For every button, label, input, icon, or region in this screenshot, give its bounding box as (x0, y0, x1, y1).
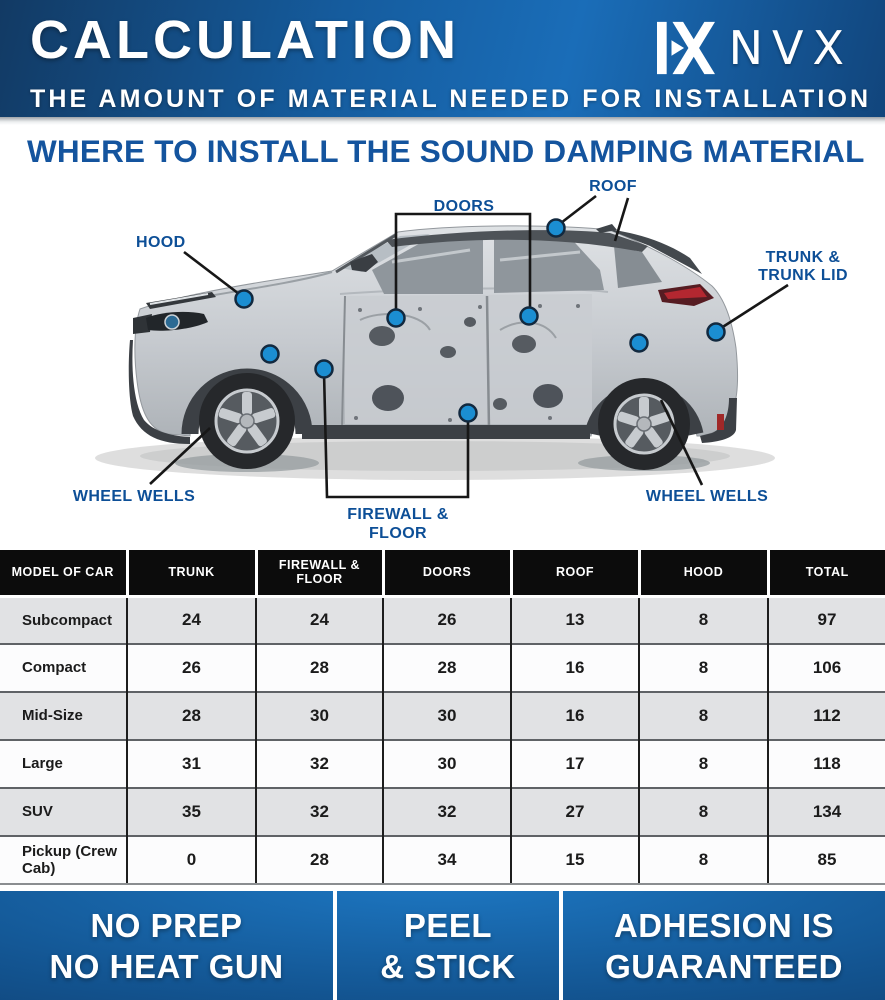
badge-peel-stick (333, 891, 559, 1000)
col-header-doors: DOORS (383, 550, 511, 596)
col-header-model: MODEL OF CAR (0, 550, 127, 596)
nvx-logo-text: NVX (728, 21, 853, 75)
install-dot-rear-door (521, 308, 538, 325)
cell-doors: 34 (383, 836, 511, 884)
badge-line: NO PREP (90, 907, 243, 944)
install-dot-front-door (388, 310, 405, 327)
rear-wheel (598, 378, 690, 470)
label-wheel-wells-right: WHEEL WELLS (645, 488, 769, 505)
badge-line: GUARANTEED (605, 948, 843, 985)
cell-trunk: 0 (127, 836, 256, 884)
cell-doors: 32 (383, 788, 511, 836)
cell-firewall-floor: 32 (256, 740, 383, 788)
badge-no-prep (0, 891, 333, 1000)
install-section (0, 125, 885, 545)
badge-line: & STICK (380, 948, 516, 985)
material-table (0, 550, 885, 885)
label-firewall-line2: FLOOR (369, 525, 427, 542)
install-dot-rear-wheel-well (631, 335, 648, 352)
header-banner (0, 0, 885, 117)
nvx-logo-icon (655, 19, 717, 77)
cell-model: Compact (0, 644, 127, 692)
cell-roof: 17 (511, 740, 639, 788)
cell-doors: 28 (383, 644, 511, 692)
cell-model: Pickup (Crew Cab) (0, 836, 127, 884)
col-header-firewall-floor: FIREWALL & FLOOR (256, 550, 383, 596)
cell-roof: 27 (511, 788, 639, 836)
badge-line: PEEL (403, 907, 493, 944)
table-row-midsize (0, 692, 885, 740)
install-dot-floor (460, 405, 477, 422)
cell-trunk: 35 (127, 788, 256, 836)
cell-total: 106 (768, 644, 885, 692)
cell-hood: 8 (639, 596, 768, 644)
cell-hood: 8 (639, 644, 768, 692)
cell-hood: 8 (639, 788, 768, 836)
cell-total: 134 (768, 788, 885, 836)
cell-total: 97 (768, 596, 885, 644)
cell-roof: 16 (511, 692, 639, 740)
table-row-suv (0, 788, 885, 836)
cell-roof: 15 (511, 836, 639, 884)
table-header-row (0, 550, 885, 596)
cell-trunk: 24 (127, 596, 256, 644)
cell-firewall-floor: 30 (256, 692, 383, 740)
cell-trunk: 28 (127, 692, 256, 740)
cell-firewall-floor: 28 (256, 644, 383, 692)
header-subtitle: THE AMOUNT OF MATERIAL NEEDED FOR INSTALLATION (30, 85, 872, 113)
cell-doors: 30 (383, 692, 511, 740)
footer-banner (0, 891, 885, 1000)
cell-total: 118 (768, 740, 885, 788)
page-title: CALCULATION (30, 10, 460, 70)
cell-model: SUV (0, 788, 127, 836)
cell-model: Subcompact (22, 611, 113, 629)
install-dot-firewall (316, 361, 333, 378)
cell-doors: 30 (383, 740, 511, 788)
table-row-subcompact (0, 596, 885, 644)
table-row-compact (0, 644, 885, 692)
material-table-section (0, 550, 885, 885)
nvx-logo (655, 19, 853, 77)
col-header-trunk: TRUNK (127, 550, 256, 596)
cell-model: Mid-Size (0, 692, 127, 740)
col-header-total: TOTAL (768, 550, 885, 596)
label-firewall-line1: FIREWALL & (347, 506, 449, 523)
col-header-hood: HOOD (639, 550, 768, 596)
car-diagram (0, 168, 885, 545)
install-dot-trunk (708, 324, 725, 341)
cell-total: 112 (768, 692, 885, 740)
front-wheel (199, 373, 295, 469)
cell-firewall-floor: 24 (256, 596, 383, 644)
cell-firewall-floor: 32 (256, 788, 383, 836)
install-dot-hood (236, 291, 253, 308)
cell-firewall-floor: 28 (256, 836, 383, 884)
label-wheel-wells-left: WHEEL WELLS (72, 488, 196, 505)
badge-line: ADHESION IS (613, 907, 835, 944)
cell-model: Large (0, 740, 127, 788)
label-hood: HOOD (136, 234, 186, 251)
label-doors: DOORS (433, 198, 495, 215)
cell-roof: 13 (511, 596, 639, 644)
table-row-large (0, 740, 885, 788)
cell-hood: 8 (639, 692, 768, 740)
badge-line: NO HEAT GUN (49, 948, 284, 985)
col-header-roof: ROOF (511, 550, 639, 596)
header-divider (0, 117, 885, 125)
cell-trunk: 31 (127, 740, 256, 788)
label-trunk-line2: TRUNK LID (758, 267, 848, 284)
cell-hood: 8 (639, 836, 768, 884)
install-dot-front-wheel-well (262, 346, 279, 363)
table-row-pickup (0, 836, 885, 884)
cell-roof: 16 (511, 644, 639, 692)
cell-trunk: 26 (127, 644, 256, 692)
cell-total: 85 (768, 836, 885, 884)
label-roof: ROOF (589, 178, 637, 195)
badge-adhesion (559, 891, 885, 1000)
label-trunk-line1: TRUNK & (765, 249, 841, 266)
section-heading: WHERE TO INSTALL THE SOUND DAMPING MATERIAL (27, 133, 865, 169)
cell-doors: 26 (383, 596, 511, 644)
install-dot-roof (548, 220, 565, 237)
cell-hood: 8 (639, 740, 768, 788)
